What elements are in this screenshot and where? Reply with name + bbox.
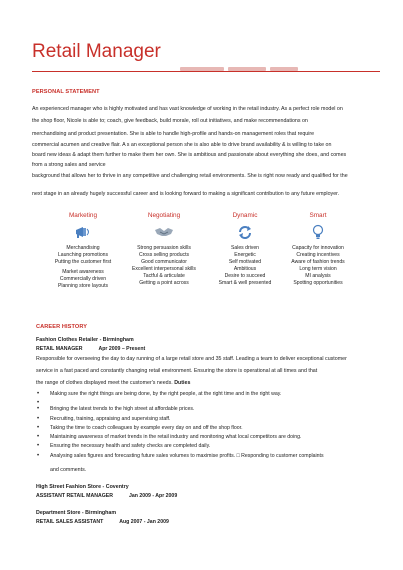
duties-label: Duties — [174, 380, 191, 386]
list-item: • Analysing sales figures and forecasting future sales volumes to maximise profits. □ Responding to customer complaints — [32, 452, 324, 461]
megaphone-icon — [39, 223, 127, 241]
title-divider — [32, 71, 380, 72]
skill-item: Aware of fashion trends — [291, 259, 345, 265]
skill-heading: Marketing — [68, 212, 98, 219]
skill-item: Launching promotions — [57, 252, 109, 258]
career-history-heading: CAREER HISTORY — [36, 324, 88, 330]
skill-item: Excellent interpersonal skills — [132, 266, 196, 272]
contact-details — [180, 58, 330, 64]
skill-item: Energetic — [234, 252, 256, 258]
list-item: • Taking the time to coach colleagues by example every day on and off the shop floor. — [32, 424, 324, 433]
job-role — [36, 519, 169, 525]
statement-line: An experienced manager who is highly motivated and has vast knowledge of working in the retail industry. As a perfect role model on — [32, 106, 343, 112]
skill-item: MI analysis — [305, 273, 331, 279]
handshake-icon — [120, 223, 208, 241]
skill-heading: Dynamic — [232, 212, 258, 219]
employer-name: Fashion Clothes Retailer - Birmingham — [36, 337, 134, 343]
list-item: • Ensuring the necessary health and safety checks are completed daily. — [32, 442, 324, 451]
skill-column-negotiating — [120, 212, 208, 287]
skill-item: Self motivated — [228, 259, 262, 265]
job-title: RETAIL MANAGER — [36, 346, 83, 352]
skill-item: Commercially driven — [59, 276, 107, 282]
skill-item: Cross selling products — [138, 252, 190, 258]
job-description: service in a fast paced and constantly changing retail environment. Ensuring the store is operational at all times and that — [36, 368, 318, 374]
skill-item: Smart & well presented — [218, 280, 272, 286]
employer-name: Department Store - Birmingham — [36, 510, 117, 516]
job-role — [36, 493, 177, 499]
personal-statement-heading: PERSONAL STATEMENT — [32, 89, 100, 95]
skill-item: Market awareness — [62, 269, 104, 275]
job-dates: Jan 2009 - Apr 2009 — [128, 493, 178, 499]
statement-line: from a strong sales and service — [32, 162, 106, 168]
skill-item: Ambitious — [233, 266, 257, 272]
statement-line: the shop floor, Nicole is able to; coach, give feedback, build morale, roll out initiatives, and make recommendations on — [32, 118, 308, 124]
skill-item: Getting a point across — [139, 280, 189, 286]
skill-item: Sales driven — [230, 245, 260, 251]
employer-name: High Street Fashion Store - Coventry — [36, 484, 129, 490]
list-item: • Making sure the right things are being done, by the right people, at the right time and in the right way. — [32, 390, 324, 399]
statement-line: next stage in an already hugely successful career and is looking forward to making a significant contribution to any future employer. — [32, 191, 340, 197]
statement-line: commercial acumen and creative flair. A s an exceptional person she is also able to drive brand availability & is willing to take on — [32, 142, 332, 148]
skill-item: Creating incentives — [296, 252, 340, 258]
job-description-text: the range of clothes displayed meet the customer's needs. — [36, 380, 173, 386]
skill-item: Long term vision — [299, 266, 337, 272]
job-role — [36, 346, 145, 352]
job-dates: Aug 2007 - Jan 2009 — [119, 519, 169, 525]
page-title: Retail Manager — [32, 41, 161, 62]
skill-item: Strong persuasion skills — [137, 245, 191, 251]
skill-item: Merchandising — [66, 245, 100, 251]
job-title: RETAIL SALES ASSISTANT — [36, 519, 104, 525]
skill-item: Putting the customer first — [54, 259, 112, 265]
skill-item: Desire to succeed — [224, 273, 266, 279]
statement-line: merchandising and product presentation. She is able to handle high-profile and hands-on management roles that require — [32, 131, 315, 137]
lightbulb-icon — [274, 223, 362, 241]
job-description — [36, 380, 190, 387]
statement-line: background that allows her to thrive in any competitive and challenging retail environments. She is right now ready and qualified for the — [32, 173, 348, 179]
job-title: ASSISTANT RETAIL MANAGER — [36, 493, 113, 499]
skill-column-smart — [274, 212, 362, 287]
job-dates: Apr 2009 – Present — [98, 346, 146, 352]
skill-item: Good communicator — [141, 259, 187, 265]
skill-item: Tactful & articulate — [143, 273, 185, 279]
skill-item: Spotting opportunities — [293, 280, 343, 286]
skill-heading: Smart — [309, 212, 327, 219]
duties-list — [32, 390, 324, 461]
skill-heading: Negotiating — [147, 212, 181, 219]
job-description: Responsible for overseeing the day to day running of a large retail store and 35 staff. Leading a team to deliver exceptional customer — [36, 356, 347, 362]
skill-item: Planning store layouts — [57, 283, 109, 289]
statement-line: board new ideas & adapt them further to make them her own. She is ambitious and passionate about everything she does, and comes — [32, 152, 347, 158]
list-item: • Recruiting, training, appraising and supervising staff. — [32, 415, 324, 424]
skill-item: Capacity for innovation — [292, 245, 344, 251]
bullet-continuation: and comments. — [50, 467, 87, 473]
skill-column-marketing — [39, 212, 127, 290]
list-item: • Bringing the latest trends to the high street at affordable prices. — [32, 405, 324, 414]
list-item: • Maintaining awareness of market trends in the retail industry and monitoring what local competitors are doing. — [32, 433, 324, 442]
